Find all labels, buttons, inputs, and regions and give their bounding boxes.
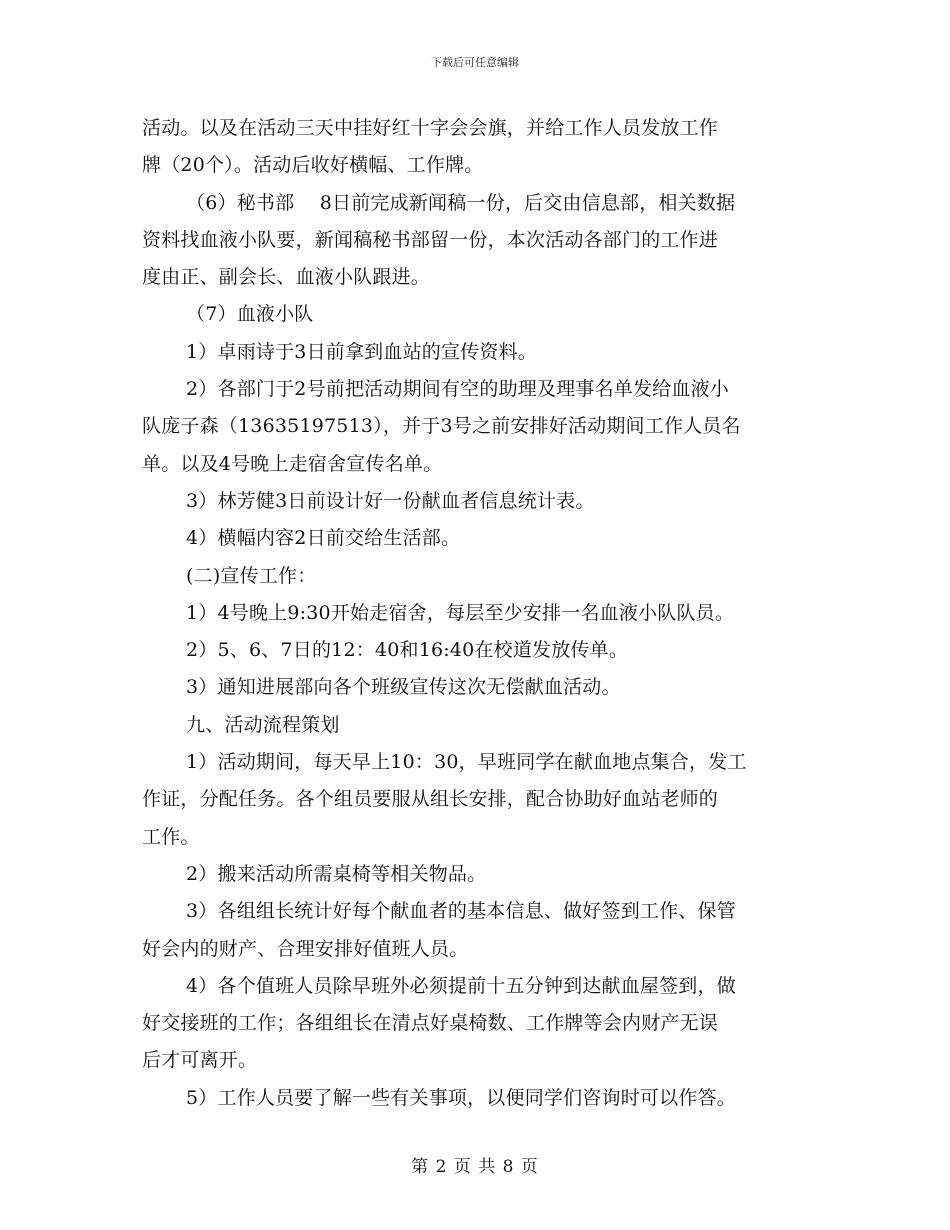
text-line: 后才可离开。 [142,1049,258,1072]
text-line: 1）活动期间，每天早上10：30，早班同学在献血地点集合，发工 [186,751,747,774]
text-line: 九、活动流程策划 [186,713,340,736]
text-line: 2）5、6、7日的12：40和16:40在校道发放传单。 [186,639,629,662]
text-line: 作证，分配任务。各个组员要服从组长安排，配合协助好血站老师的 [142,788,719,811]
text-line: 4）各个值班人员除早班外必须提前十五分钟到达献血屋签到，做 [186,974,736,997]
document-body [142,110,812,1117]
text-line: 5）工作人员要了解一些有关事项，以便同学们咨询时可以作答。 [186,1086,736,1109]
text-line: 3）林芳健3日前设计好一份献血者信息统计表。 [186,489,595,512]
text-line: 牌（20个）。活动后收好横幅、工作牌。 [142,154,484,177]
text-line: 1）卓雨诗于3日前拿到血站的宣传资料。 [186,340,537,363]
text-line: 好交接班的工作；各组组长在清点好桌椅数、工作牌等会内财产无误 [142,1012,719,1035]
page-header: 下载后可任意编辑 [431,56,519,69]
text-line: 度由正、副会长、血液小队跟进。 [142,266,431,289]
text-line: 1）4号晚上9:30开始走宿舍，每层至少安排一名血液小队队员。 [186,601,735,624]
text-line: (二)宣传工作： [186,564,317,587]
text-line: 3）各组组长统计好每个献血者的基本信息、做好签到工作、保管 [186,900,736,923]
text-line: 2）搬来活动所需桌椅等相关物品。 [186,862,487,885]
text-line: 2）各部门于2号前把活动期间有空的助理及理事名单发给血液小 [186,378,729,401]
page-footer: 第 2 页 共 8 页 [411,1157,539,1177]
text-line: （7）血液小队 [186,303,314,326]
text-line: 工作。 [142,825,200,848]
text-line: 4）横幅内容2日前交给生活部。 [186,527,461,550]
text-line: 好会内的财产、合理安排好值班人员。 [142,937,469,960]
text-line: （6）秘书部 8日前完成新闻稿一份，后交由信息部，相关数据 [186,191,736,214]
text-line: 队庞子森（13635197513），并于3号之前安排好活动期间工作人员名 [142,415,741,438]
text-line: 活动。以及在活动三天中挂好红十字会会旗，并给工作人员发放工作 [142,117,719,139]
text-line: 资料找血液小队要，新闻稿秘书部留一份，本次活动各部门的工作进 [142,228,719,251]
text-line: 3）通知进展部向各个班级宣传这次无偿献血活动。 [186,676,621,699]
text-line: 单。以及4号晚上走宿舍宣传名单。 [142,452,443,475]
